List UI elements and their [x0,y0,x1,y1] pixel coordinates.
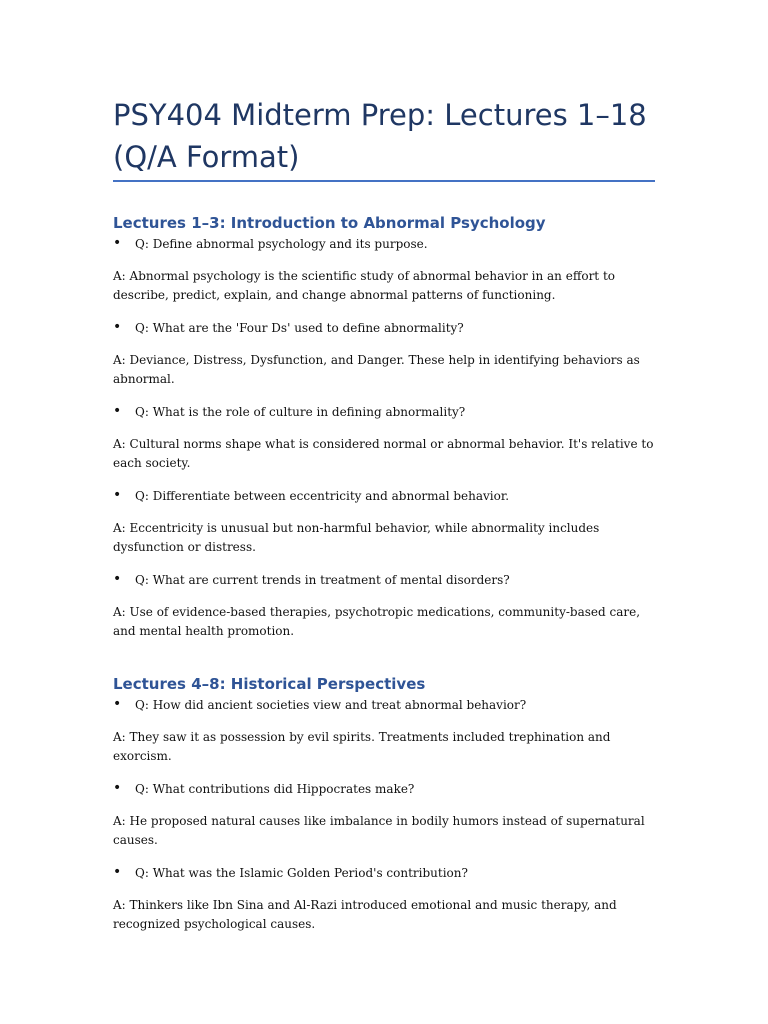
question-text: Q: What are current trends in treatment of mental disorders? [135,573,510,587]
section-heading: Lectures 4–8: Historical Perspectives [113,675,426,693]
answer-text: A: Thinkers like Ibn Sina and Al-Razi introduced emotional and music therapy, and recognized psychological causes. [113,898,617,931]
question-text: Q: Differentiate between eccentricity and abnormal behavior. [135,489,510,503]
question-item [113,487,673,505]
question-item [113,864,673,882]
qa-list [113,319,673,337]
bullet-icon: • [113,235,122,251]
question-text: Q: What contributions did Hippocrates make? [135,782,415,796]
section-heading: Lectures 1–3: Introduction to Abnormal Psychology [113,214,546,232]
qa-list [113,487,673,505]
qa-list [113,403,673,421]
question-item [113,571,673,589]
question-text: Q: Define abnormal psychology and its purpose. [135,237,428,251]
answer-text: A: Cultural norms shape what is considered normal or abnormal behavior. It's relative to each society. [113,437,654,470]
question-item [113,696,673,714]
qa-list [113,571,673,589]
bullet-icon: • [113,571,122,587]
bullet-icon: • [113,780,122,796]
section-historical-perspectives [113,674,673,948]
bullet-icon: • [113,864,122,880]
question-item [113,319,673,337]
question-text: Q: What is the role of culture in defining abnormality? [135,405,466,419]
answer-text: A: Abnormal psychology is the scientific study of abnormal behavior in an effort to describe, predict, explain, and change abnormal patterns of functioning. [113,269,615,302]
bullet-icon: • [113,319,122,335]
qa-list [113,864,673,882]
question-text: Q: What are the 'Four Ds' used to define abnormality? [135,321,464,335]
qa-list [113,780,673,798]
bullet-icon: • [113,696,122,712]
section-introduction [113,213,673,655]
page-title: PSY404 Midterm Prep: Lectures 1–18 (Q/A Format) [113,98,647,174]
qa-list [113,235,673,253]
answer-text: A: Use of evidence-based therapies, psychotropic medications, community-based care, and mental health promotion. [113,605,641,638]
question-text: Q: What was the Islamic Golden Period's contribution? [135,866,468,880]
title-divider [113,180,655,182]
question-item [113,403,673,421]
question-item [113,780,673,798]
question-item [113,235,673,253]
question-text: Q: How did ancient societies view and treat abnormal behavior? [135,698,527,712]
answer-text: A: They saw it as possession by evil spirits. Treatments included trephination and exorcism. [113,730,611,763]
bullet-icon: • [113,403,122,419]
answer-text: A: Deviance, Distress, Dysfunction, and Danger. These help in identifying behaviors as abnormal. [113,353,640,386]
answer-text: A: Eccentricity is unusual but non-harmful behavior, while abnormality includes dysfunction or distress. [113,521,600,554]
answer-text: A: He proposed natural causes like imbalance in bodily humors instead of supernatural causes. [113,814,645,847]
bullet-icon: • [113,487,122,503]
qa-list [113,696,673,714]
